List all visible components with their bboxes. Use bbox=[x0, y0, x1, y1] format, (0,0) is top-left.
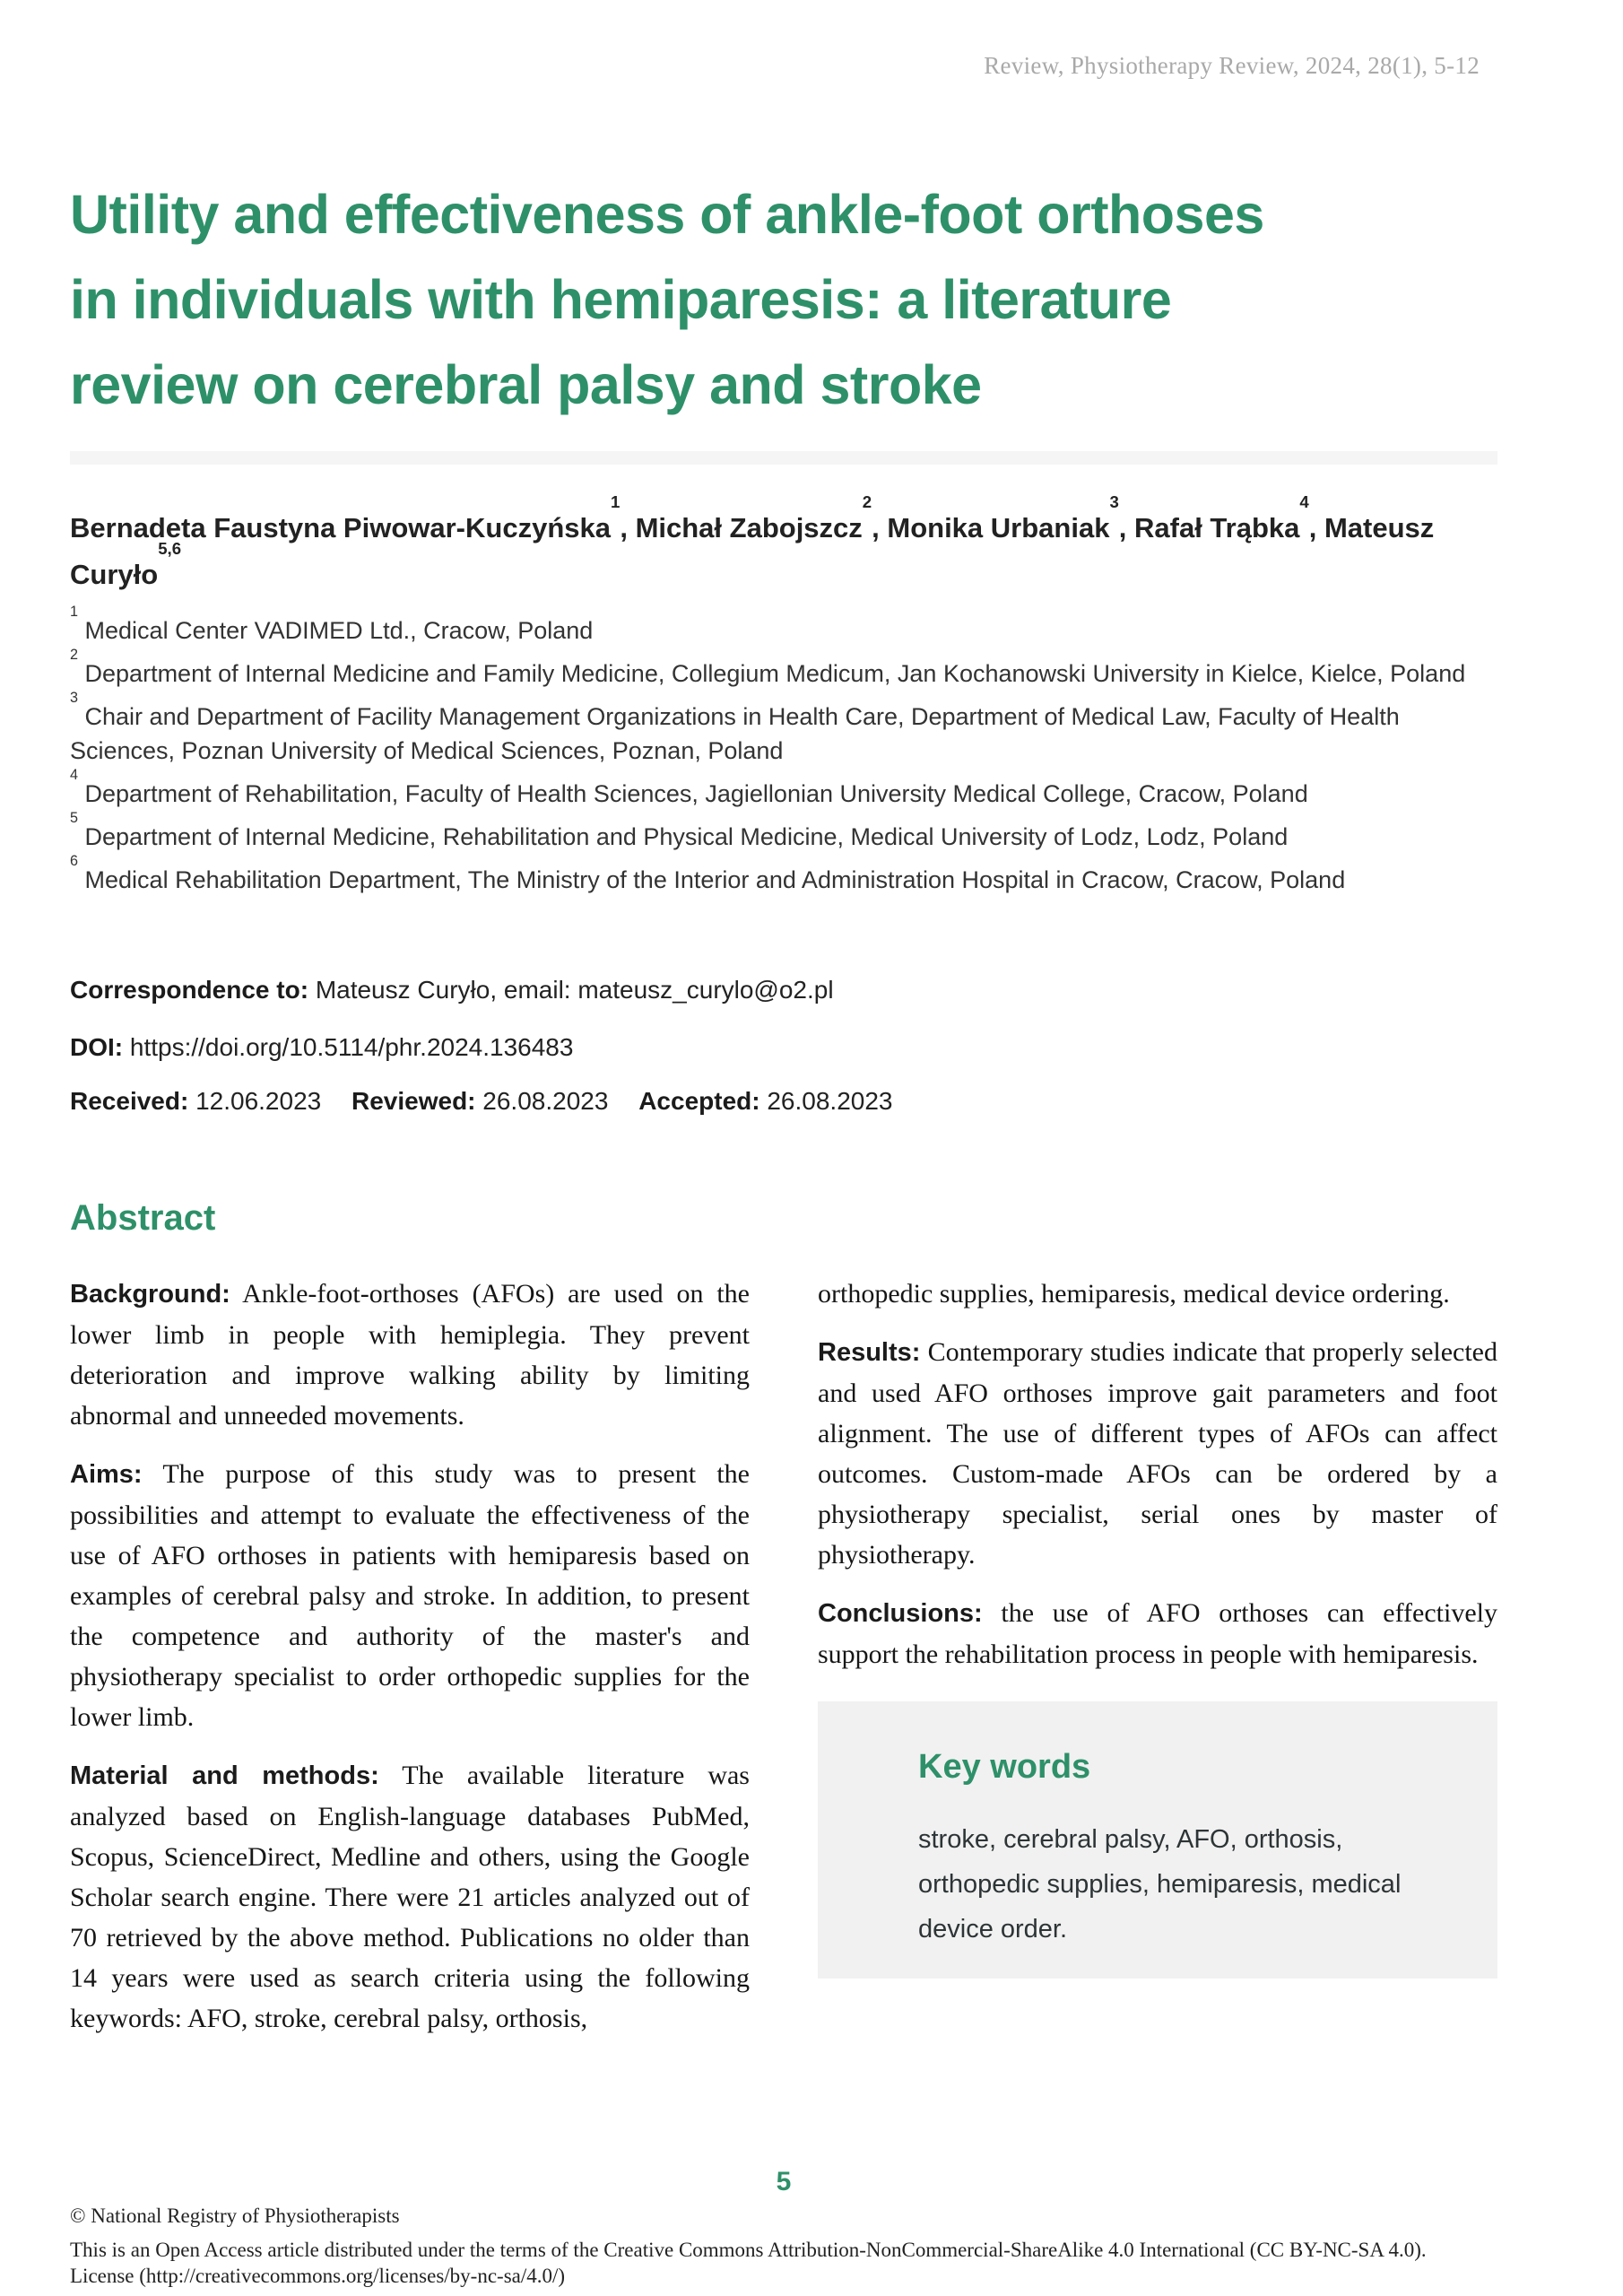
title-separator-bar bbox=[70, 451, 1497, 465]
accepted-date bbox=[638, 1087, 892, 1115]
affiliation-number: 3 bbox=[70, 689, 79, 706]
author-name: Rafał Trąbka bbox=[1134, 512, 1300, 544]
author-name: Mateusz Curyło bbox=[70, 512, 1435, 590]
affiliation-text: Department of Internal Medicine, Rehabilitation and Physical Medicine, Medical University of Lodz, Lodz, Poland bbox=[84, 823, 1289, 850]
doi-text: https://doi.org/10.5114/phr.2024.136483 bbox=[129, 1033, 574, 1061]
author-affiliation-superscript: 3 bbox=[1109, 492, 1119, 512]
page-number: 5 bbox=[776, 2167, 792, 2196]
background-label: Background: bbox=[70, 1280, 230, 1309]
affiliation-item bbox=[70, 689, 1497, 768]
author-separator: , bbox=[620, 512, 636, 544]
author-separator: , bbox=[872, 512, 888, 544]
footer-license-line-1: This is an Open Access article distributed under the terms of the Creative Commons Attribution-NonCommercial-ShareAlike 4.0 International (CC BY-NC-SA 4.0). bbox=[70, 2239, 1427, 2261]
methods-label: Material and methods: bbox=[70, 1761, 379, 1790]
author-separator: , bbox=[1308, 512, 1324, 544]
received-label: Received: bbox=[70, 1087, 189, 1115]
affiliation-text: Chair and Department of Facility Management Organizations in Health Care, Department of Medical Law, Faculty of Health Sciences, Poznan University of Medical Sciences, Poznan, Poland bbox=[70, 703, 1400, 764]
correspondence-text: Mateusz Curyło, email: mateusz_curylo@o2.pl bbox=[315, 976, 834, 1004]
abstract-paragraph-results bbox=[818, 1332, 1497, 1575]
author-name: Bernadeta Faustyna Piwowar-Kuczyńska bbox=[70, 512, 611, 544]
author-name: Michał Zabojszcz bbox=[635, 512, 863, 544]
abstract-column-right bbox=[818, 1274, 1497, 2057]
dates-line bbox=[70, 1087, 1497, 1116]
affiliation-text: Medical Rehabilitation Department, The Ministry of the Interior and Administration Hospital in Cracow, Cracow, Poland bbox=[84, 866, 1346, 893]
accepted-label: Accepted: bbox=[638, 1087, 760, 1115]
author-affiliation-superscript: 1 bbox=[610, 492, 621, 512]
methods-text: The available literature was analyzed based on English-language databases PubMed, Scopus, ScienceDirect, Medline and others, using the Google Scholar search engine. There were 21 articles analyzed out of 70 retrieved by the above method. Publications no older than 14 years were used as search criteria using the following keywords: AFO, stroke, cerebral palsy, orthosis, bbox=[70, 1761, 750, 2033]
footer-copyright: © National Registry of Physiotherapists bbox=[70, 2205, 400, 2227]
abstract-paragraph-methods bbox=[70, 1755, 750, 2039]
abstract-column-left bbox=[70, 1274, 750, 2057]
reviewed-date bbox=[352, 1087, 608, 1115]
conclusions-label: Conclusions: bbox=[818, 1599, 983, 1628]
article-title-line-3: review on cerebral palsy and stroke bbox=[70, 354, 982, 415]
footer-license-line-2: License (http://creativecommons.org/licenses/by-nc-sa/4.0/) bbox=[70, 2265, 566, 2287]
affiliation-item bbox=[70, 646, 1497, 691]
correspondence-label: Correspondence to: bbox=[70, 976, 309, 1004]
page-footer bbox=[70, 2203, 1558, 2289]
journal-reference: Review, Physiotherapy Review, 2024, 28(1), 5-12 bbox=[984, 52, 1480, 79]
affiliation-item bbox=[70, 809, 1497, 854]
results-label: Results: bbox=[818, 1338, 921, 1367]
affiliation-number: 2 bbox=[70, 646, 79, 663]
author-name: Monika Urbaniak bbox=[887, 512, 1110, 544]
abstract-paragraph-conclusions bbox=[818, 1593, 1497, 1674]
continuation-text: orthopedic supplies, hemiparesis, medical device ordering. bbox=[818, 1279, 1450, 1309]
author-affiliation-superscript: 2 bbox=[862, 492, 872, 512]
author-separator: , bbox=[1118, 512, 1135, 544]
keywords-heading: Key words bbox=[918, 1748, 1091, 1786]
affiliation-text: Department of Internal Medicine and Family Medicine, Collegium Medicum, Jan Kochanowski University in Kielce, Kielce, Poland bbox=[84, 660, 1466, 687]
affiliation-text: Department of Rehabilitation, Faculty of Health Sciences, Jagiellonian University Medical College, Cracow, Poland bbox=[84, 780, 1308, 807]
abstract-paragraph-continuation bbox=[818, 1274, 1497, 1314]
results-text: Contemporary studies indicate that properly selected and used AFO orthoses improve gait parameters and foot alignment. The use of different types of AFOs can affect outcomes. Custom-made AFOs can be ordered by a physiotherapy specialist, serial ones by master of physiotherapy. bbox=[818, 1337, 1498, 1570]
affiliation-number: 6 bbox=[70, 852, 79, 869]
keywords-text: stroke, cerebral palsy, AFO, orthosis, orthopedic supplies, hemiparesis, medical device order. bbox=[918, 1825, 1402, 1944]
conclusions-text: the use of AFO orthoses can effectively support the rehabilitation process in people with hemiparesis. bbox=[818, 1598, 1497, 1669]
reviewed-label: Reviewed: bbox=[352, 1087, 476, 1115]
author-affiliation-superscript: 4 bbox=[1299, 492, 1309, 512]
abstract-heading: Abstract bbox=[70, 1198, 216, 1238]
authors-line bbox=[70, 492, 1497, 598]
aims-label: Aims: bbox=[70, 1460, 143, 1489]
affiliation-item bbox=[70, 766, 1497, 811]
reviewed-value: 26.08.2023 bbox=[482, 1087, 609, 1115]
article-title-line-2: in individuals with hemiparesis: a literature bbox=[70, 269, 1172, 330]
received-date bbox=[70, 1087, 321, 1115]
aims-text: The purpose of this study was to present the possibilities and attempt to evaluate the effectiveness of the use of AFO orthoses in patients with hemiparesis based on examples of cerebral palsy and stroke. In addition, to present the competence and authority of the master's and physiotherapy specialist to order orthopedic supplies for the lower limb. bbox=[70, 1459, 750, 1732]
accepted-value: 26.08.2023 bbox=[767, 1087, 893, 1115]
affiliation-number: 4 bbox=[70, 766, 79, 783]
affiliation-number: 1 bbox=[70, 603, 79, 620]
background-text: Ankle-foot-orthoses (AFOs) are used on the lower limb in people with hemiplegia. They prevent deterioration and improve walking ability by limiting abnormal and unneeded movements. bbox=[70, 1279, 750, 1431]
affiliation-number: 5 bbox=[70, 809, 79, 826]
doi-line bbox=[70, 1033, 1497, 1062]
article-title bbox=[70, 172, 1523, 428]
affiliation-item bbox=[70, 603, 1497, 648]
abstract-columns bbox=[70, 1274, 1497, 2057]
author-affiliation-superscript: 5,6 bbox=[158, 539, 182, 559]
keywords-box bbox=[818, 1701, 1497, 1979]
article-title-line-1: Utility and effectiveness of ankle-foot orthoses bbox=[70, 184, 1264, 245]
correspondence-line bbox=[70, 976, 1497, 1004]
doi-label: DOI: bbox=[70, 1033, 124, 1061]
affiliation-text: Medical Center VADIMED Ltd., Cracow, Poland bbox=[84, 617, 594, 644]
abstract-paragraph-background bbox=[70, 1274, 750, 1436]
received-value: 12.06.2023 bbox=[195, 1087, 322, 1115]
affiliation-item bbox=[70, 852, 1497, 897]
affiliations-list bbox=[70, 603, 1497, 906]
abstract-paragraph-aims bbox=[70, 1454, 750, 1737]
